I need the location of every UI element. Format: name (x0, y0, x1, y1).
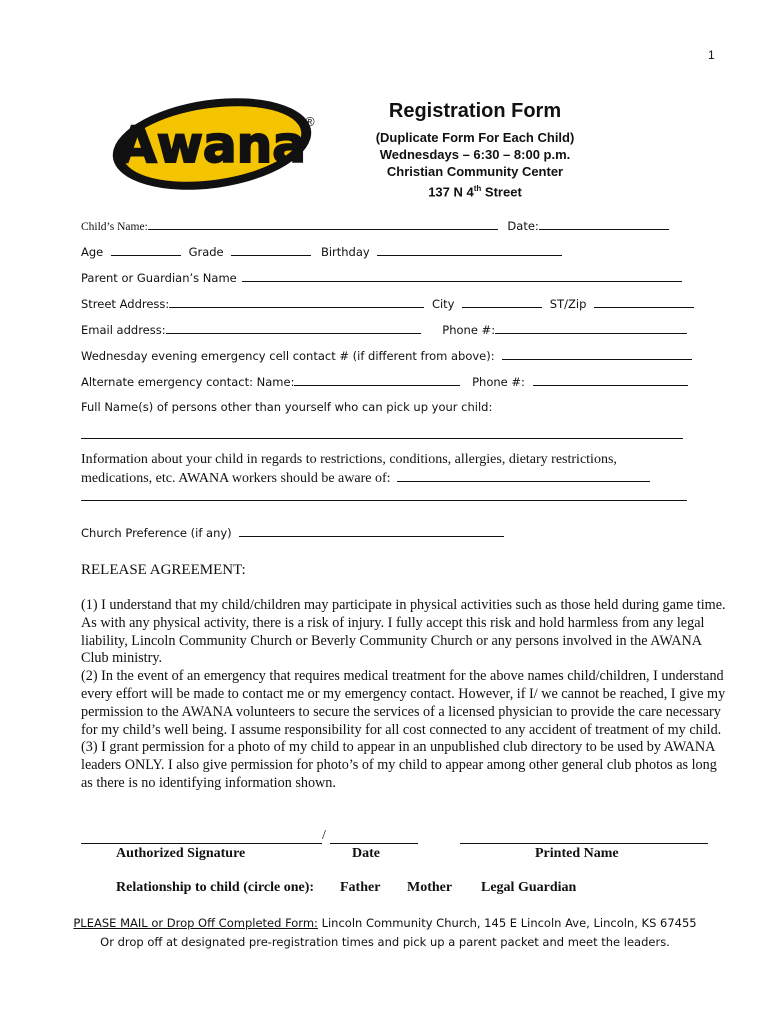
parent-row (81, 270, 682, 285)
alt-contact-label: Alternate emergency contact: Name: (81, 375, 295, 389)
signature-slash: / (322, 828, 326, 843)
phone-field[interactable] (495, 322, 687, 334)
date-signature-line[interactable] (330, 843, 418, 844)
church-pref-label: Church Preference (if any) (81, 526, 232, 540)
street-label: Street Address: (81, 297, 170, 311)
pickup-field[interactable] (81, 438, 683, 439)
childs-name-field[interactable] (148, 218, 498, 230)
church-pref-field[interactable] (239, 525, 504, 537)
info-line-2-row (81, 469, 691, 488)
form-subtitle: (Duplicate Form For Each Child) (375, 130, 575, 145)
alt-contact-field[interactable] (294, 374, 460, 386)
age-field[interactable] (111, 244, 181, 256)
printed-name-label: Printed Name (535, 846, 619, 861)
info-line-1: Information about your child in regards to restrictions, conditions, allergies, dietary restrictions, (81, 452, 617, 467)
grade-label: Grade (188, 245, 224, 259)
age-grade-row (81, 244, 562, 259)
parent-label: Parent or Guardian’s Name (81, 271, 237, 285)
option-legal-guardian[interactable]: Legal Guardian (481, 880, 577, 895)
logo-text: Awana (118, 116, 306, 174)
email-row (81, 322, 687, 337)
grade-field[interactable] (231, 244, 311, 256)
signature-line[interactable] (81, 843, 322, 844)
date-label: Date: (507, 219, 539, 233)
authorized-signature-label: Authorized Signature (116, 846, 246, 861)
option-father[interactable]: Father (340, 880, 381, 895)
church-pref-row (81, 525, 504, 540)
mail-label: PLEASE MAIL or Drop Off Completed Form: (73, 916, 318, 930)
printed-name-line[interactable] (460, 843, 708, 844)
email-field[interactable] (166, 322, 421, 334)
page-number: 1 (708, 48, 715, 62)
release-text (81, 597, 731, 793)
st-zip-field[interactable] (594, 296, 694, 308)
address-pre: 137 N 4 (428, 184, 474, 200)
street-row (81, 296, 694, 311)
location: Christian Community Center (386, 164, 564, 179)
email-label: Email address: (81, 323, 166, 337)
city-label: City (431, 297, 455, 311)
birthday-field[interactable] (377, 244, 562, 256)
form-header (345, 100, 605, 200)
signature-date-label: Date (352, 846, 380, 861)
childs-name-row (81, 218, 669, 233)
pickup-label: Full Name(s) of persons other than yourself who can pick up your child: (81, 400, 493, 414)
release-heading: RELEASE AGREEMENT: (81, 562, 246, 578)
info-field-line-2[interactable] (81, 500, 687, 501)
release-paragraph-3: (3) I grant permission for a photo of my child to appear in an unpublished club directory to be used by AWANA leaders ONLY. I also give permission for photo’s of my child to appear among other general club photos as long as there is no identifying information shown. (81, 739, 717, 791)
footer (0, 914, 770, 952)
st-zip-label: ST/Zip (549, 297, 587, 311)
option-mother[interactable]: Mother (407, 880, 453, 895)
alt-phone-field[interactable] (533, 374, 688, 386)
pickup-row (81, 400, 492, 414)
street-field[interactable] (169, 296, 424, 308)
release-paragraph-1: (1) I understand that my child/children may participate in physical activities such as those held during game time. As with any physical activity, there is a risk of injury. I fully accept this risk and hold harmless from any legal liability, Lincoln Community Church or Beverly Community Church or any persons involved in the AWANA Club ministry. (81, 597, 726, 667)
emergency-cell-field[interactable] (502, 348, 692, 360)
birthday-label: Birthday (320, 245, 370, 259)
alt-phone-label: Phone #: (472, 375, 525, 389)
release-paragraph-2: (2) In the event of an emergency that requires medical treatment for the above names child/children, I understand every effort will be made to contact me or my emergency contact. However, if I/ we cannot be reached, I give my permission to the AWANA volunteers to secure the services of a licensed physician to provide the care necessary for my child’s well being. I assume responsibility for all cost connected to any accident of treatment of my child. (81, 668, 726, 738)
street-address-header (345, 180, 605, 200)
address-post: Street (481, 184, 522, 200)
awana-logo (108, 92, 323, 197)
date-field[interactable] (539, 218, 669, 230)
parent-field[interactable] (242, 270, 682, 282)
age-label: Age (81, 245, 104, 259)
footer-line-1 (0, 914, 770, 933)
schedule: Wednesdays – 6:30 – 8:00 p.m. (379, 147, 571, 162)
info-field[interactable] (397, 469, 650, 482)
registered-mark: ® (305, 114, 315, 129)
childs-name-label: Child’s Name: (81, 221, 148, 233)
info-line-2: medications, etc. AWANA workers should be aware of: (81, 471, 391, 486)
phone-label: Phone #: (442, 323, 496, 337)
info-text (81, 451, 691, 488)
mail-address: Lincoln Community Church, 145 E Lincoln Ave, Lincoln, KS 67455 (317, 916, 697, 930)
footer-line-2: Or drop off at designated pre-registration times and pick up a parent packet and meet the leaders. (100, 935, 670, 949)
relationship-label: Relationship to child (circle one): (116, 880, 315, 895)
city-field[interactable] (462, 296, 542, 308)
emergency-cell-label: Wednesday evening emergency cell contact # (if different from above): (81, 349, 495, 363)
address-sup: th (473, 184, 482, 193)
emergency-cell-row (81, 348, 692, 363)
alt-contact-row (81, 374, 688, 389)
form-title: Registration Form (388, 100, 562, 122)
